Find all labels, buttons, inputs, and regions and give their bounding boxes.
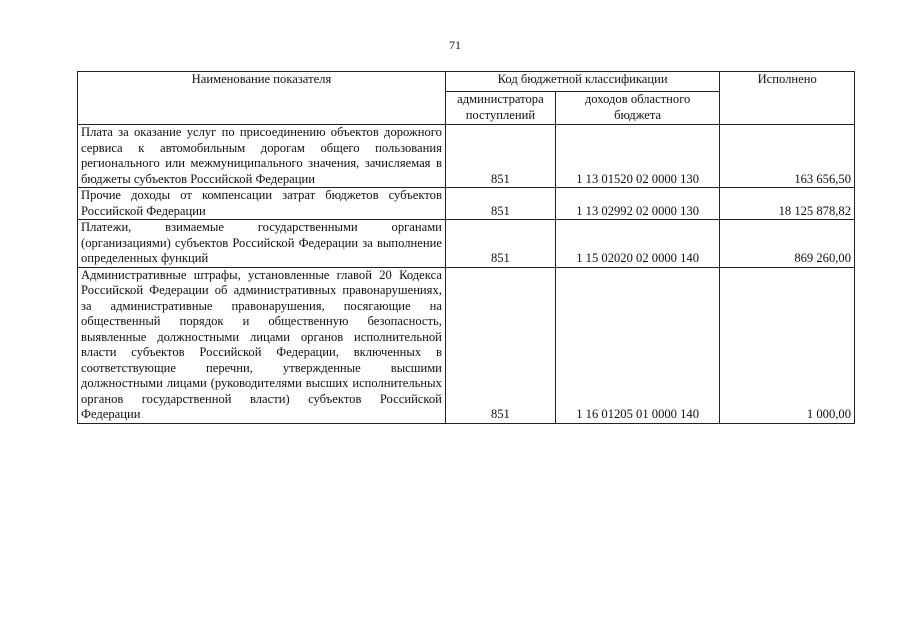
budget-table xyxy=(77,71,855,424)
table-row xyxy=(78,220,855,268)
budget-classification-code: 1 15 02020 02 0000 140 xyxy=(555,220,719,268)
table-row xyxy=(78,125,855,188)
executed-amount: 869 260,00 xyxy=(720,220,855,268)
administrator-code: 851 xyxy=(445,188,555,220)
header-administrator-line1: администратора xyxy=(457,92,544,106)
budget-classification-code: 1 13 02992 02 0000 130 xyxy=(555,188,719,220)
header-administrator xyxy=(445,92,555,125)
table-row xyxy=(78,267,855,423)
indicator-name: Плата за оказание услуг по присоединению объектов дорожного сервиса к автомобильным дорогам общего пользования регионального или межмуниципального значения, зачисляемая в бюджеты субъектов Российской Федерации xyxy=(78,125,446,188)
page-number: 71 xyxy=(449,38,461,52)
executed-amount: 18 125 878,82 xyxy=(720,188,855,220)
header-regional-budget-income xyxy=(555,92,719,125)
administrator-code: 851 xyxy=(445,125,555,188)
header-income-line2: бюджета xyxy=(614,107,662,122)
executed-amount: 163 656,50 xyxy=(720,125,855,188)
header-budget-classification-code: Код бюджетной классификации xyxy=(445,72,719,92)
header-indicator-name: Наименование показателя xyxy=(78,72,446,125)
administrator-code: 851 xyxy=(445,267,555,423)
budget-classification-code: 1 13 01520 02 0000 130 xyxy=(555,125,719,188)
table-row xyxy=(78,188,855,220)
budget-classification-code: 1 16 01205 01 0000 140 xyxy=(555,267,719,423)
header-administrator-line2: поступлений xyxy=(465,107,536,122)
indicator-name: Прочие доходы от компенсации затрат бюджетов субъектов Российской Федерации xyxy=(78,188,446,220)
administrator-code: 851 xyxy=(445,220,555,268)
header-executed: Исполнено xyxy=(720,72,855,125)
indicator-name: Платежи, взимаемые государственными органами (организациями) субъектов Российской Федерации за выполнение определенных функций xyxy=(78,220,446,268)
executed-amount: 1 000,00 xyxy=(720,267,855,423)
header-income-line1: доходов областного xyxy=(584,92,691,106)
indicator-name: Административные штрафы, установленные главой 20 Кодекса Российской Федерации об административных правонарушениях, за административные правонарушения, посягающие на общественный порядок и общественную безопасность, выявленные должностными лицами органов исполнительной власти субъектов Российской Федерации, включенных в соответствующие перечни, утвержденные высшими должностными лицами (руководителями высших исполнительных органов государственной власти) субъектов Российской Федерации xyxy=(78,267,446,423)
